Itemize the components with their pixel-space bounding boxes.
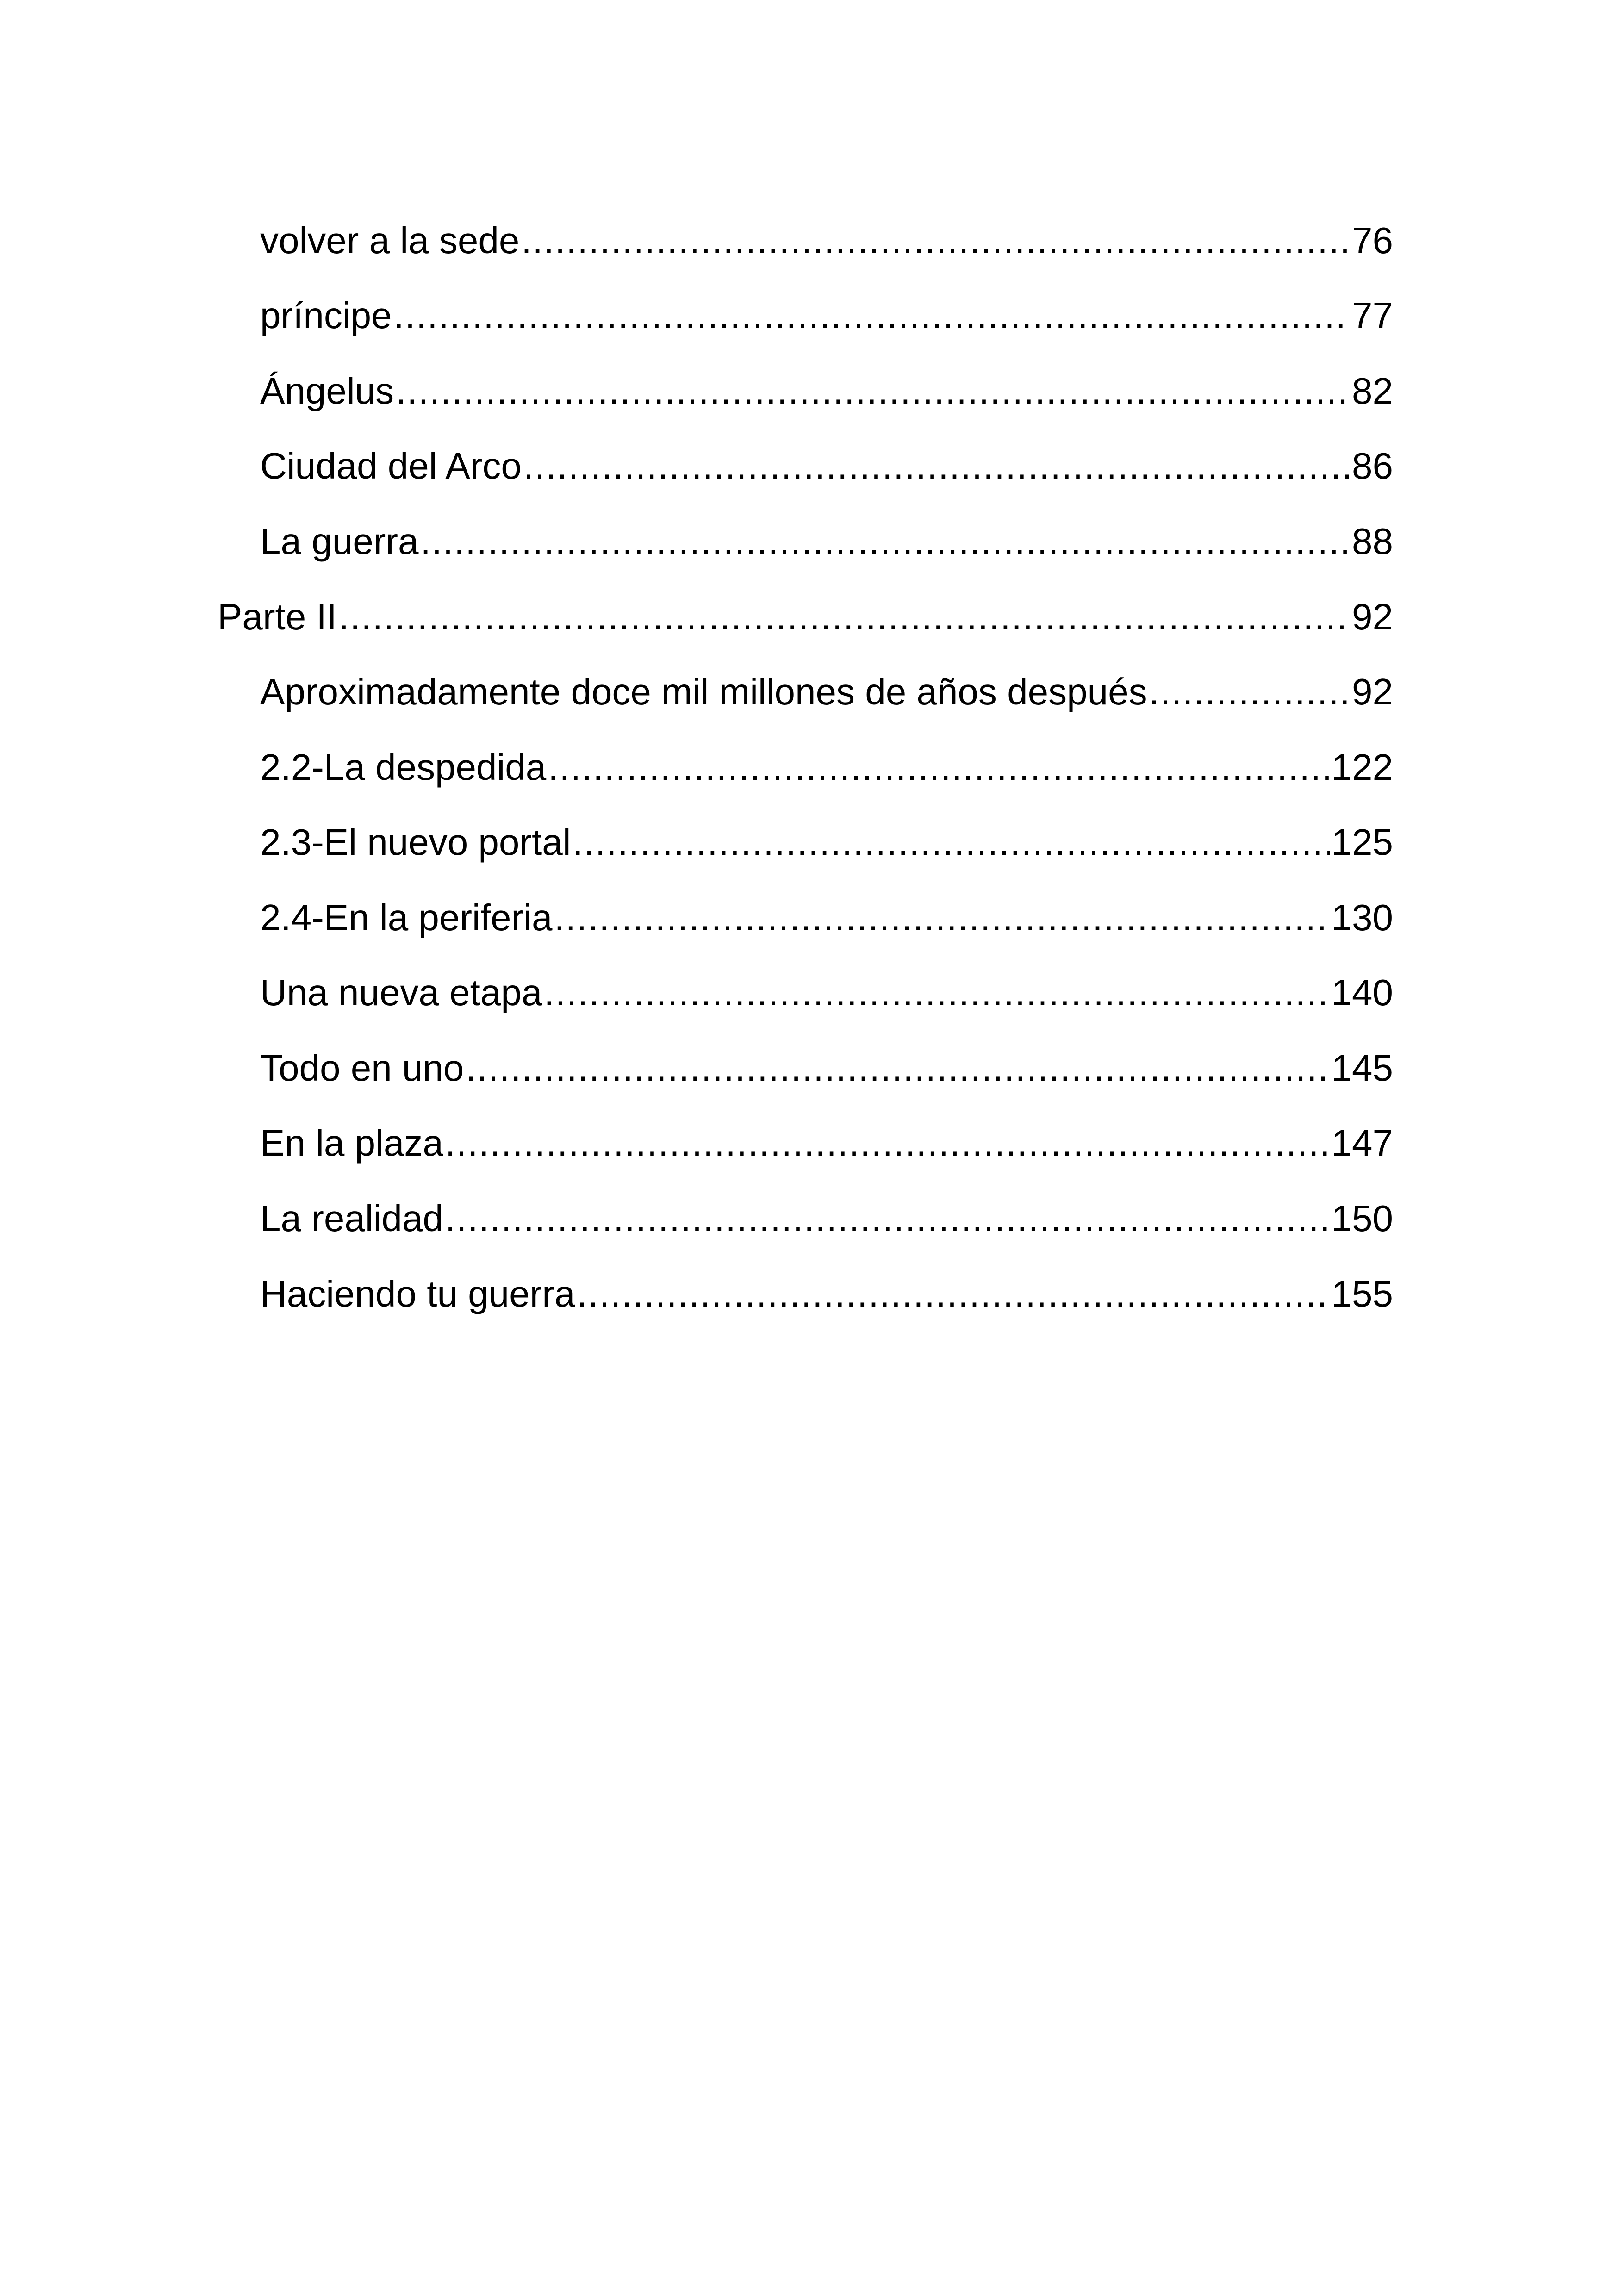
toc-entry-la-realidad[interactable] <box>260 1193 1393 1244</box>
toc-entry-title: príncipe <box>260 295 392 336</box>
toc-entry-page: 145 <box>1331 1047 1393 1089</box>
toc-entry-page: 92 <box>1352 671 1393 712</box>
toc-entry-title: Ángelus <box>260 370 394 411</box>
toc-dot-leader <box>523 441 1350 492</box>
toc-entry-ciudad-del-arco[interactable] <box>260 441 1393 492</box>
toc-entry-page: 150 <box>1331 1198 1393 1239</box>
toc-entry-page: 82 <box>1352 370 1393 411</box>
toc-dot-leader <box>445 1193 1330 1244</box>
toc-entry-title: La realidad <box>260 1198 443 1239</box>
toc-dot-leader <box>420 516 1350 567</box>
toc-entry-title: Aproximadamente doce mil millones de años después <box>260 671 1147 712</box>
toc-entry-page: 122 <box>1331 747 1393 788</box>
toc-entry-haciendo-tu-guerra[interactable] <box>260 1269 1393 1319</box>
toc-entry-aproximadamente[interactable] <box>260 666 1393 717</box>
toc-entry-principe[interactable] <box>260 290 1393 341</box>
toc-entry-title: La guerra <box>260 521 419 562</box>
toc-entry-title: volver a la sede <box>260 220 520 261</box>
toc-entry-title: Haciendo tu guerra <box>260 1273 575 1314</box>
toc-entry-page: 86 <box>1352 445 1393 486</box>
toc-dot-leader <box>544 967 1329 1018</box>
toc-entry-title: En la plaza <box>260 1122 443 1164</box>
toc-entry-page: 92 <box>1352 596 1393 637</box>
toc-entry-page: 76 <box>1352 220 1393 261</box>
toc-dot-leader <box>466 1043 1329 1094</box>
toc-entry-title: Todo en uno <box>260 1047 464 1089</box>
toc-entry-title: Ciudad del Arco <box>260 445 522 486</box>
toc-dot-leader <box>1149 666 1350 717</box>
toc-dot-leader <box>521 215 1350 266</box>
toc-entry-en-la-plaza[interactable] <box>260 1118 1393 1169</box>
toc-entry-page: 125 <box>1331 821 1393 863</box>
toc-entry-page: 77 <box>1352 295 1393 336</box>
toc-entry-title: 2.3-El nuevo portal <box>260 821 571 863</box>
toc-dot-leader <box>396 366 1350 417</box>
toc-entry-title: Una nueva etapa <box>260 972 542 1013</box>
toc-entry-page: 155 <box>1331 1273 1393 1314</box>
toc-dot-leader <box>577 1269 1329 1319</box>
toc-entry-en-la-periferia[interactable] <box>260 892 1393 943</box>
toc-entry-una-nueva-etapa[interactable] <box>260 967 1393 1018</box>
toc-dot-leader <box>573 817 1330 868</box>
toc-entry-page: 88 <box>1352 521 1393 562</box>
toc-entry-title: 2.4-En la periferia <box>260 897 553 938</box>
toc-entry-title: 2.2-La despedida <box>260 747 547 788</box>
toc-dot-leader <box>554 892 1329 943</box>
toc-entry-parte-ii[interactable] <box>218 591 1393 642</box>
toc-entry-el-nuevo-portal[interactable] <box>260 817 1393 868</box>
toc-entry-page: 130 <box>1331 897 1393 938</box>
toc-entry-title: Parte II <box>218 596 337 637</box>
toc-dot-leader <box>548 742 1329 793</box>
toc-dot-leader <box>394 290 1350 341</box>
toc-dot-leader <box>445 1118 1330 1169</box>
toc-dot-leader <box>339 591 1350 642</box>
toc-entry-la-despedida[interactable] <box>260 742 1393 793</box>
toc-entry-la-guerra[interactable] <box>260 516 1393 567</box>
toc-entry-todo-en-uno[interactable] <box>260 1043 1393 1094</box>
toc-entry-page: 140 <box>1331 972 1393 1013</box>
toc-entry-angelus[interactable] <box>260 366 1393 417</box>
toc-entry-page: 147 <box>1331 1122 1393 1164</box>
toc-entry-volver-a-la-sede[interactable] <box>260 215 1393 266</box>
